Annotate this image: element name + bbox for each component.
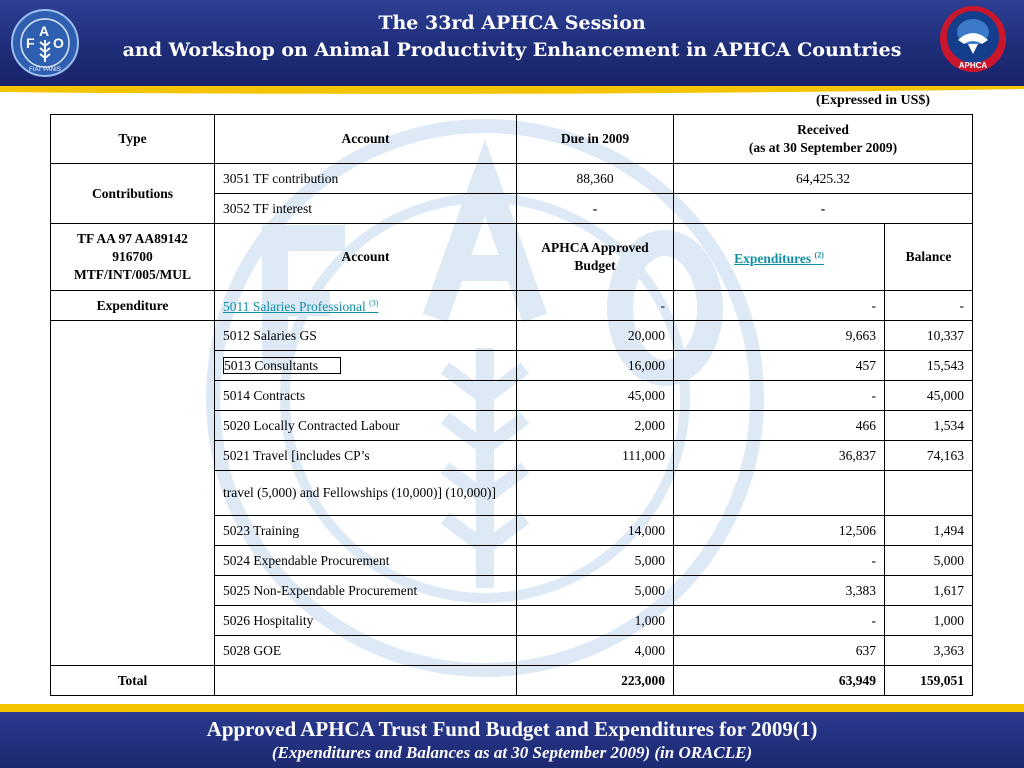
total-row <box>51 666 973 696</box>
row-balance: 1,534 <box>885 411 973 441</box>
col-header-received <box>674 115 973 164</box>
row-account: 5028 GOE <box>215 636 517 666</box>
row-expenditures: 3,383 <box>674 576 885 606</box>
col-header-account: Account <box>215 115 517 164</box>
consultants-label: 5013 Consultants <box>223 357 341 374</box>
contrib-received: - <box>674 194 973 224</box>
aphca-logo-icon <box>938 4 1008 76</box>
row-budget: 5,000 <box>517 576 674 606</box>
logo-letter-o: O <box>53 35 64 51</box>
row-expenditures: 466 <box>674 411 885 441</box>
slide-footer <box>0 712 1024 768</box>
row-budget: 2,000 <box>517 411 674 441</box>
col-header-expenditures <box>674 224 885 291</box>
logo-letter-a: A <box>39 23 50 39</box>
row-account: 5023 Training <box>215 516 517 546</box>
row-budget: 1,000 <box>517 606 674 636</box>
row-balance: 3,363 <box>885 636 973 666</box>
row-expenditures: 12,506 <box>674 516 885 546</box>
project-code-header <box>51 224 215 291</box>
row-expenditures: - <box>674 381 885 411</box>
row-budget: 4,000 <box>517 636 674 666</box>
row-budget: 111,000 <box>517 441 674 471</box>
total-budget: 223,000 <box>517 666 674 696</box>
row-account: 5024 Expendable Procurement <box>215 546 517 576</box>
currency-note: (Expressed in US$) <box>816 93 931 108</box>
col-header-budget <box>517 224 674 291</box>
project-code-line-1: TF AA 97 AA89142 <box>77 231 188 246</box>
row-account <box>215 351 517 381</box>
contrib-account: 3052 TF interest <box>215 194 517 224</box>
expenditure-first-row <box>51 291 973 321</box>
contributions-label: Contributions <box>51 164 215 224</box>
salaries-professional-label: 5011 Salaries Professional <box>223 299 366 315</box>
row-balance: 1,000 <box>885 606 973 636</box>
row-expenditures: - <box>674 546 885 576</box>
row-expenditures: 36,837 <box>674 441 885 471</box>
salaries-footnote: (3) <box>369 298 379 308</box>
row-account: 5026 Hospitality <box>215 606 517 636</box>
title-line-1: The 33rd APHCA Session <box>378 12 646 34</box>
project-code-line-3: MTF/INT/005/MUL <box>74 267 191 282</box>
row-balance: 1,494 <box>885 516 973 546</box>
col-header-balance: Balance <box>885 224 973 291</box>
exp-budget: - <box>517 291 674 321</box>
row-expenditures: 9,663 <box>674 321 885 351</box>
contrib-due: 88,360 <box>517 164 674 194</box>
slide-title <box>90 10 934 64</box>
row-balance: 45,000 <box>885 381 973 411</box>
expenditures-link-label: Expenditures <box>734 250 812 266</box>
row-budget: 45,000 <box>517 381 674 411</box>
aphca-logo-text: APHCA <box>958 61 988 70</box>
total-label: Total <box>51 666 215 696</box>
contrib-account: 3051 TF contribution <box>215 164 517 194</box>
row-account: 5025 Non-Expendable Procurement <box>215 576 517 606</box>
row-balance: 74,163 <box>885 441 973 471</box>
row-expenditures: 457 <box>674 351 885 381</box>
row-account: 5014 Contracts <box>215 381 517 411</box>
row-balance: 1,617 <box>885 576 973 606</box>
row-budget: 14,000 <box>517 516 674 546</box>
row-budget: 20,000 <box>517 321 674 351</box>
row-budget: 16,000 <box>517 351 674 381</box>
exp-expenditures: - <box>674 291 885 321</box>
row-balance: 10,337 <box>885 321 973 351</box>
col-header-type: Type <box>51 115 215 164</box>
table-row <box>51 321 973 351</box>
logo-motto: FIAT PANIS <box>29 67 61 73</box>
budget-table <box>50 114 973 696</box>
type-spacer <box>51 321 215 666</box>
row-account: 5021 Travel [includes CP’s <box>215 441 517 471</box>
title-line-2: and Workshop on Animal Productivity Enhancement in APHCA Countries <box>122 39 902 61</box>
total-expenditures: 63,949 <box>674 666 885 696</box>
row-expenditures: - <box>674 606 885 636</box>
project-code-line-2: 916700 <box>112 249 153 264</box>
salaries-professional-link[interactable] <box>223 299 378 314</box>
contribution-row <box>51 164 973 194</box>
row-account: 5020 Locally Contracted Labour <box>215 411 517 441</box>
footer-subtitle: (Expenditures and Balances as at 30 September 2009) (in ORACLE) <box>271 743 753 762</box>
header-row-received <box>51 115 973 164</box>
total-account-empty <box>215 666 517 696</box>
header-row-budget <box>51 224 973 291</box>
row-expenditures: 637 <box>674 636 885 666</box>
total-balance: 159,051 <box>885 666 973 696</box>
col-header-due: Due in 2009 <box>517 115 674 164</box>
row-expenditures <box>674 471 885 516</box>
fao-logo-icon <box>10 8 80 78</box>
row-balance: 15,543 <box>885 351 973 381</box>
footer-gold-band <box>0 704 1024 712</box>
received-line-1: Received <box>797 122 849 137</box>
row-balance: 5,000 <box>885 546 973 576</box>
expenditures-footnote: (2) <box>814 250 824 260</box>
col-header-account-2: Account <box>215 224 517 291</box>
received-line-2: (as at 30 September 2009) <box>748 140 898 155</box>
footer-title: Approved APHCA Trust Fund Budget and Expenditures for 2009(1) <box>206 717 818 741</box>
contrib-received: 64,425.32 <box>674 164 973 194</box>
expenditures-link[interactable] <box>734 251 824 266</box>
contrib-due: - <box>517 194 674 224</box>
row-account: travel (5,000) and Fellowships (10,000)] (10,000)] <box>215 471 517 516</box>
row-account: 5012 Salaries GS <box>215 321 517 351</box>
budget-line-1: APHCA Approved <box>541 240 649 255</box>
budget-line-2: Budget <box>574 258 616 273</box>
exp-balance: - <box>885 291 973 321</box>
expenditure-label: Expenditure <box>51 291 215 321</box>
slide-header <box>0 0 1024 88</box>
logo-letter-f: F <box>26 35 35 51</box>
row-balance <box>885 471 973 516</box>
row-budget: 5,000 <box>517 546 674 576</box>
exp-account <box>215 291 517 321</box>
row-budget <box>517 471 674 516</box>
